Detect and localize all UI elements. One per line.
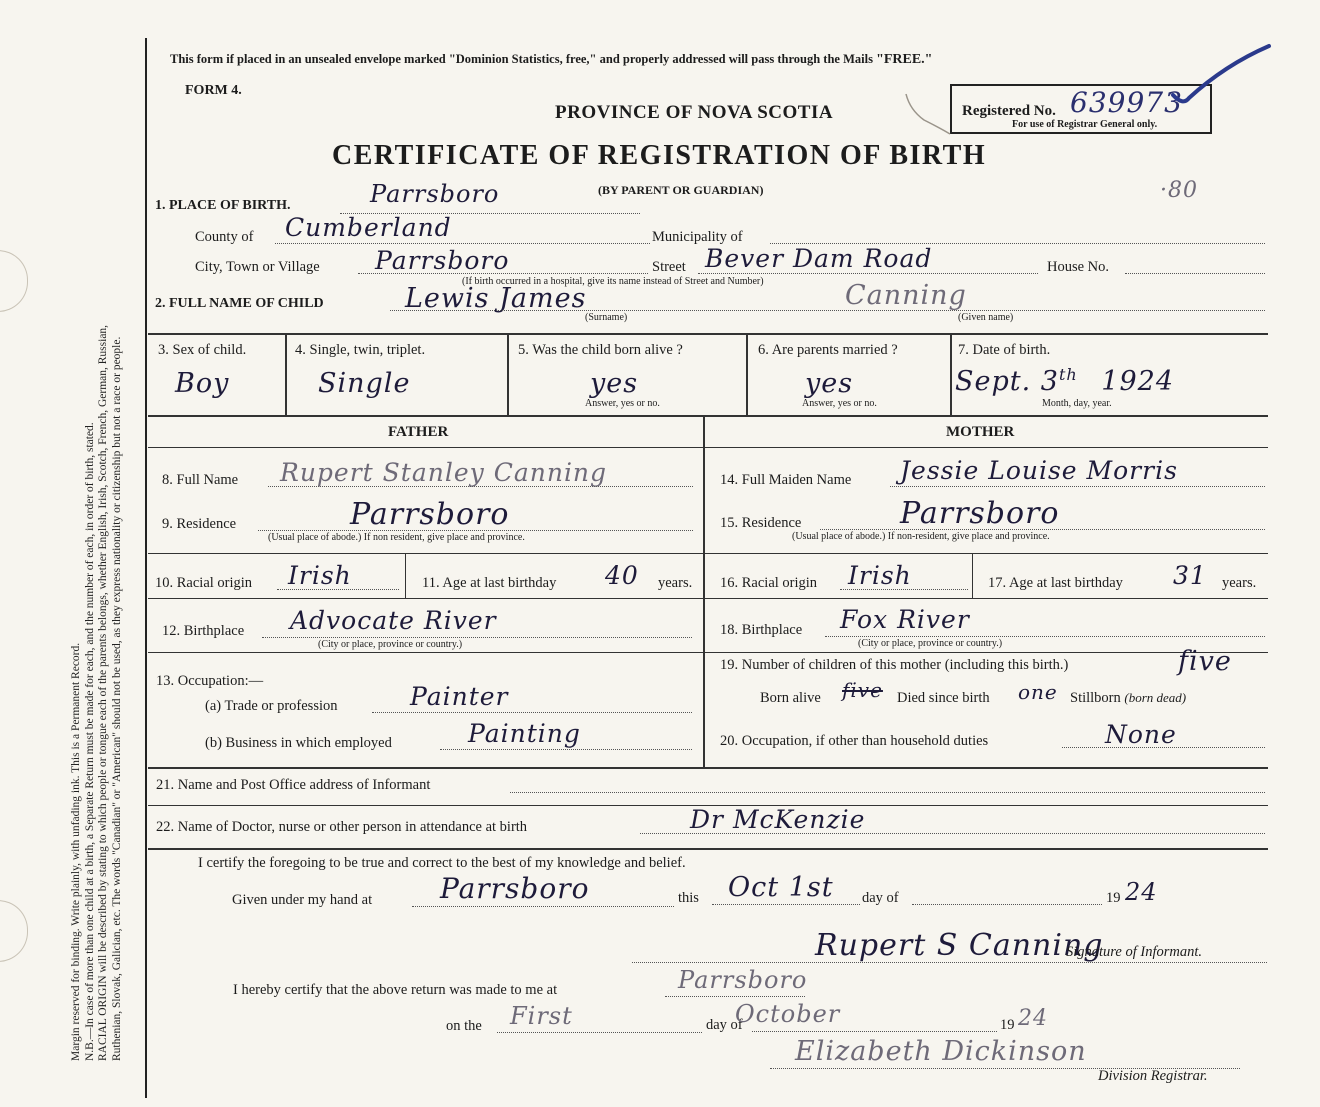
city-value: Parrsboro bbox=[375, 246, 510, 275]
trade-value: Painter bbox=[410, 682, 509, 711]
date-of-birth-label: 7. Date of birth. bbox=[958, 342, 1051, 358]
died-since-birth-value: one bbox=[1018, 680, 1058, 704]
mail-notice-text: This form if placed in an unsealed envelope marked "Dominion Statistics, free," and properly addressed will pass through the Mails bbox=[170, 52, 877, 66]
date-year: 1924 bbox=[1101, 366, 1174, 397]
mail-notice bbox=[170, 52, 932, 68]
children-count-label: 19. Number of children of this mother (including this birth.) bbox=[720, 657, 1069, 673]
margin-line: Ruthenian, Slovak, Galician, etc. The words "Canadian" or "American" should not be used, as they express nationality or citizenship but not a race or people. bbox=[110, 336, 123, 1061]
province-heading: PROVINCE OF NOVA SCOTIA bbox=[555, 102, 834, 123]
mother-residence-value: Parrsboro bbox=[900, 496, 1060, 531]
child-surname: Canning bbox=[845, 280, 967, 311]
bracket-mark-icon bbox=[900, 90, 960, 140]
corner-mark: ·80 bbox=[1160, 178, 1198, 203]
child-given-names: Lewis James bbox=[405, 283, 587, 314]
registrar-statement: I hereby certify that the above return was made to me at bbox=[233, 982, 558, 998]
children-count-value: five bbox=[1178, 646, 1232, 677]
margin-line: N.B.—In case of more than one child at a birth, a Separate Return must be made for each, and the number of each, in order of birth, stated. bbox=[83, 422, 96, 1061]
informant-signature: Rupert S Canning bbox=[815, 928, 1104, 963]
form-number: FORM 4. bbox=[185, 83, 242, 98]
father-age-value: 40 bbox=[605, 561, 639, 590]
born-alive-count-value: five bbox=[842, 678, 883, 702]
date-month-day: Sept. 3 bbox=[955, 366, 1059, 397]
born-alive-value: yes bbox=[590, 368, 639, 399]
father-name-value: Rupert Stanley Canning bbox=[280, 458, 608, 487]
father-heading: FATHER bbox=[388, 424, 449, 440]
father-name-label: 8. Full Name bbox=[162, 472, 239, 488]
binding-hole bbox=[0, 900, 28, 962]
mail-notice-free: "FREE." bbox=[876, 52, 933, 67]
mother-racial-value: Irish bbox=[848, 561, 912, 590]
father-birthplace-note: (City or place, province or country.) bbox=[318, 639, 463, 650]
sex-value: Boy bbox=[175, 368, 230, 399]
registrar-signature: Elizabeth Dickinson bbox=[795, 1036, 1087, 1067]
business-value: Painting bbox=[468, 719, 581, 748]
father-residence-label: 9. Residence bbox=[162, 516, 237, 532]
mother-heading: MOTHER bbox=[946, 424, 1015, 440]
stillborn-text: Stillborn bbox=[1070, 690, 1121, 706]
on-the-label: on the bbox=[446, 1018, 482, 1034]
born-alive-note: Answer, yes or no. bbox=[585, 398, 660, 409]
registered-label: Registered No. bbox=[962, 103, 1056, 119]
given-day-value: Oct 1st bbox=[728, 872, 834, 903]
mother-name-label: 14. Full Maiden Name bbox=[720, 472, 852, 488]
registrar-place-value: Parrsboro bbox=[678, 966, 808, 994]
mother-residence-label: 15. Residence bbox=[720, 515, 802, 531]
check-mark-icon bbox=[1165, 40, 1275, 110]
parents-married-note: Answer, yes or no. bbox=[802, 398, 877, 409]
father-racial-label: 10. Racial origin bbox=[155, 575, 253, 591]
municipality-label: Municipality of bbox=[652, 229, 743, 245]
doctor-label: 22. Name of Doctor, nurse or other person in attendance at birth bbox=[156, 819, 528, 835]
father-residence-note: (Usual place of abode.) If non resident, give place and province. bbox=[268, 532, 525, 543]
father-racial-value: Irish bbox=[288, 561, 352, 590]
sex-label: 3. Sex of child. bbox=[158, 342, 247, 358]
registered-number: 639973 bbox=[1070, 86, 1183, 119]
margin-line: Margin reserved for binding. Write plainly, with unfading ink. This is a Permanent Record. bbox=[70, 642, 82, 1061]
subtitle: (BY PARENT OR GUARDIAN) bbox=[598, 183, 764, 197]
child-name-label: 2. FULL NAME OF CHILD bbox=[155, 296, 324, 311]
day-of-label: day of bbox=[862, 890, 899, 906]
doctor-value: Dr McKenzie bbox=[690, 805, 866, 834]
informant-label: 21. Name and Post Office address of Informant bbox=[156, 777, 431, 793]
parents-married-value: yes bbox=[805, 368, 854, 399]
father-birthplace-value: Advocate River bbox=[290, 606, 497, 635]
mother-birthplace-note: (City or place, province or country.) bbox=[858, 638, 1003, 649]
mother-residence-note: (Usual place of abode.) If non-resident, give place and province. bbox=[792, 531, 1050, 542]
signature-of-informant-label: Signature of Informant. bbox=[1066, 944, 1203, 960]
plurality-value: Single bbox=[318, 368, 411, 399]
surname-note: (Surname) bbox=[585, 312, 628, 323]
given-name-note: (Given name) bbox=[958, 312, 1014, 323]
mother-birthplace-value: Fox River bbox=[840, 605, 970, 634]
mother-age-label: 17. Age at last birthday bbox=[988, 575, 1123, 591]
registrar-year-prefix: 19 bbox=[1000, 1017, 1015, 1033]
mother-name-value: Jessie Louise Morris bbox=[900, 456, 1178, 485]
street-label: Street bbox=[652, 259, 686, 275]
mother-birthplace-label: 18. Birthplace bbox=[720, 622, 803, 638]
mother-years-label: years. bbox=[1222, 575, 1257, 591]
place-of-birth-value: Parrsboro bbox=[370, 180, 500, 208]
mother-occupation-value: None bbox=[1105, 720, 1177, 749]
stillborn-note: (born dead) bbox=[1124, 690, 1187, 705]
hospital-note: (If birth occurred in a hospital, give its name instead of Street and Number) bbox=[462, 276, 764, 287]
trade-label: (a) Trade or profession bbox=[205, 698, 338, 714]
plurality-label: 4. Single, twin, triplet. bbox=[295, 342, 426, 358]
margin-line: RACIAL ORIGIN will be described by stating to which people or tongue each of the parents belongs, whether English, Irish, Scotch, French, German, Russian, bbox=[97, 324, 109, 1061]
registrar-note: For use of Registrar General only. bbox=[1012, 119, 1158, 130]
date-of-birth-value bbox=[955, 365, 1174, 397]
given-place-value: Parrsboro bbox=[440, 872, 590, 905]
place-of-birth-label: 1. PLACE OF BIRTH. bbox=[155, 198, 291, 213]
given-year-value: 24 bbox=[1125, 878, 1158, 906]
father-birthplace-label: 12. Birthplace bbox=[162, 623, 245, 639]
registrar-month-value: October bbox=[735, 1000, 841, 1028]
registrar-year-value: 24 bbox=[1018, 1006, 1048, 1031]
given-under-label: Given under my hand at bbox=[232, 892, 373, 908]
mother-age-value: 31 bbox=[1173, 561, 1207, 590]
county-value: Cumberland bbox=[285, 213, 452, 242]
mother-racial-label: 16. Racial origin bbox=[720, 575, 818, 591]
mother-occupation-label: 20. Occupation, if other than household duties bbox=[720, 733, 989, 749]
father-residence-value: Parrsboro bbox=[350, 497, 510, 532]
business-label: (b) Business in which employed bbox=[205, 735, 392, 751]
registrar-day-value: First bbox=[510, 1002, 573, 1030]
division-registrar-label: Division Registrar. bbox=[1098, 1068, 1208, 1084]
this-label: this bbox=[678, 890, 699, 906]
year-prefix: 19 bbox=[1106, 890, 1121, 906]
died-since-birth-label: Died since birth bbox=[897, 690, 990, 706]
binding-hole bbox=[0, 250, 28, 312]
page-title: CERTIFICATE OF REGISTRATION OF BIRTH bbox=[332, 140, 987, 171]
frame-left-rule bbox=[145, 38, 147, 1098]
stillborn-label bbox=[1070, 690, 1186, 707]
city-label: City, Town or Village bbox=[195, 259, 320, 275]
born-alive-count-label: Born alive bbox=[760, 690, 821, 706]
margin-notes bbox=[70, 325, 124, 1061]
registrar-day-of-label: day of bbox=[706, 1017, 743, 1033]
date-note: Month, day, year. bbox=[1042, 398, 1112, 409]
certification-statement: I certify the foregoing to be true and correct to the best of my knowledge and belief. bbox=[198, 855, 686, 871]
born-alive-label: 5. Was the child born alive ? bbox=[518, 342, 683, 358]
father-occupation-label: 13. Occupation:— bbox=[156, 673, 264, 689]
date-suffix: th bbox=[1058, 365, 1078, 384]
parents-married-label: 6. Are parents married ? bbox=[758, 342, 898, 358]
county-label: County of bbox=[195, 229, 254, 245]
father-years-label: years. bbox=[658, 575, 693, 591]
street-value: Bever Dam Road bbox=[705, 244, 933, 273]
house-number-label: House No. bbox=[1047, 259, 1110, 275]
father-age-label: 11. Age at last birthday bbox=[422, 575, 557, 591]
